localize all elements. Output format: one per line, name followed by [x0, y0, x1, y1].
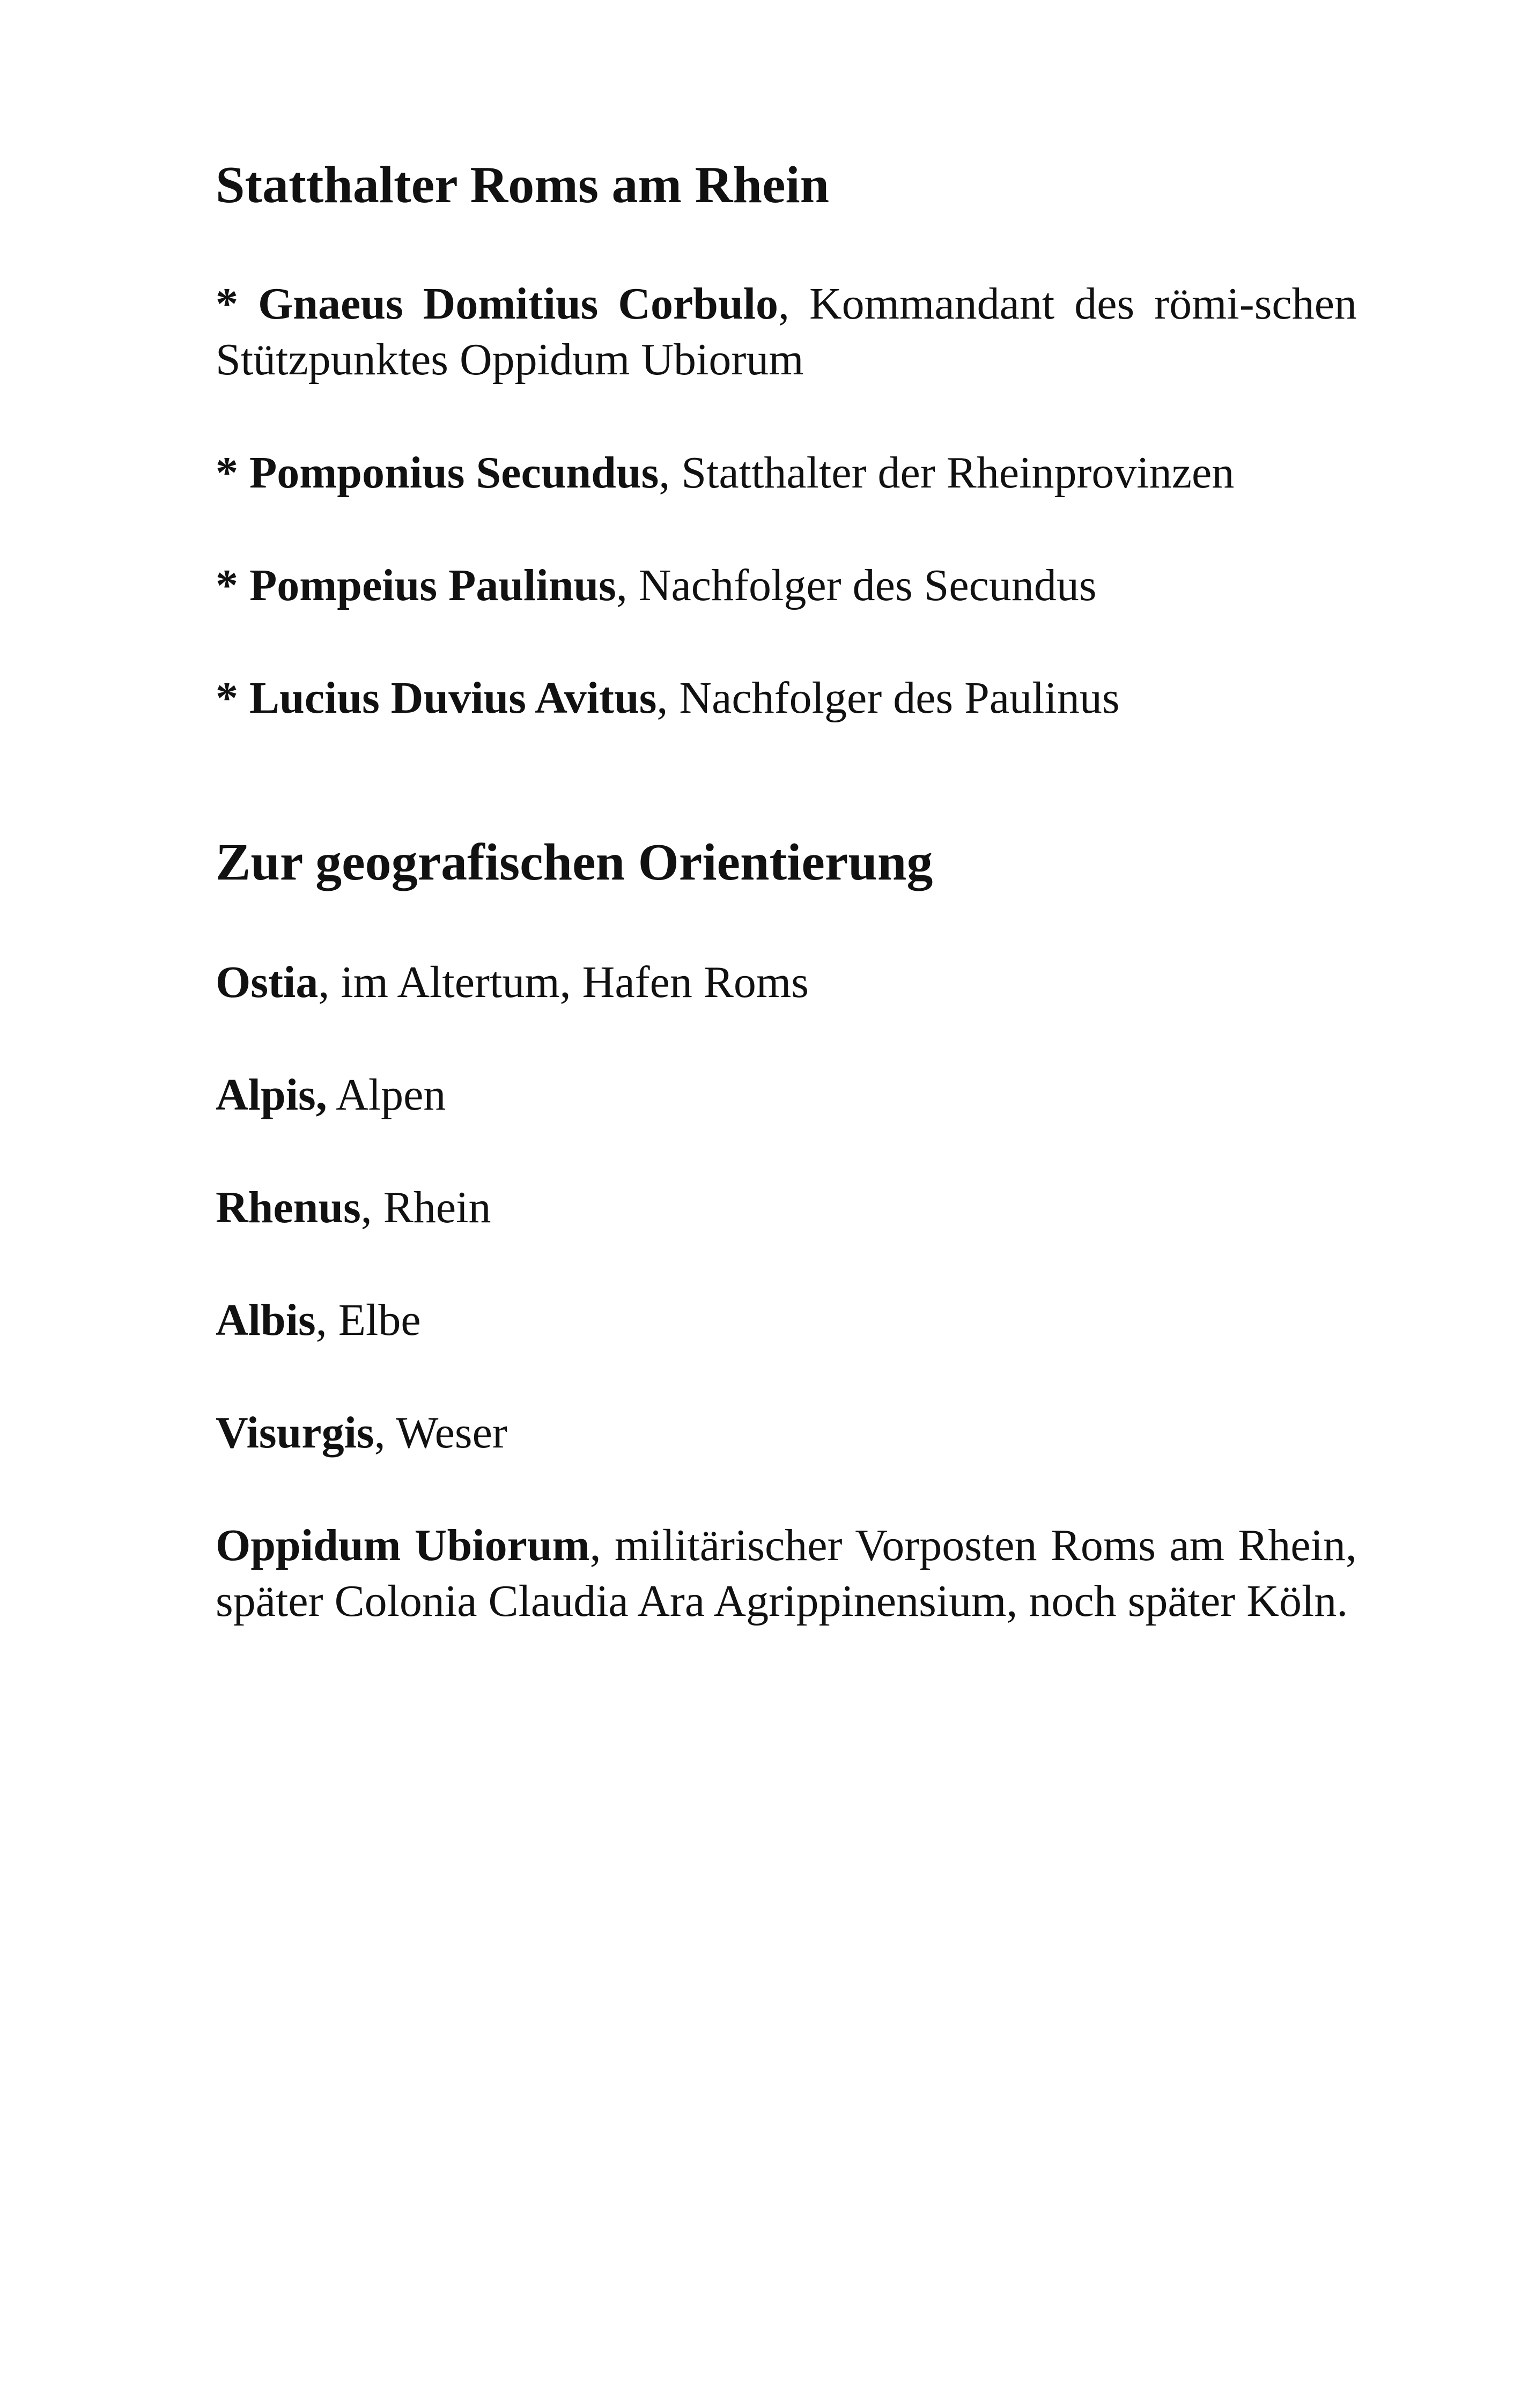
entry-separator: , — [656, 673, 668, 723]
entry-description: militärischer Vorposten Roms am Rhein, später Colonia Claudia Ara Agrippinensium, noch später Köln. — [216, 1520, 1357, 1626]
entry-albis — [216, 1292, 1357, 1348]
entry-term: Visurgis — [216, 1408, 374, 1458]
entry-separator: , — [778, 279, 790, 329]
entry-corbulo — [216, 276, 1357, 388]
entry-description: Nachfolger des Secundus — [627, 560, 1097, 610]
entry-term: Alpis, — [216, 1070, 327, 1120]
section-heading-governors: Statthalter Roms am Rhein — [216, 156, 830, 214]
entry-separator: , — [659, 448, 670, 498]
entry-term: * Gnaeus Domitius Corbulo — [216, 279, 779, 329]
entry-oppidum-ubiorum — [216, 1518, 1357, 1629]
entry-rhenus — [216, 1180, 1357, 1236]
entry-description: Rhein — [372, 1183, 491, 1232]
entry-pomponius — [216, 445, 1357, 501]
entry-separator: , — [360, 1183, 372, 1232]
entry-visurgis — [216, 1405, 1357, 1461]
entry-term: Ostia — [216, 957, 319, 1007]
entry-separator: , — [315, 1295, 327, 1345]
entry-term: * Lucius Duvius Avitus — [216, 673, 657, 723]
entry-term: * Pompeius Paulinus — [216, 560, 616, 610]
entry-alpis — [216, 1067, 1357, 1123]
entry-description: Weser — [385, 1408, 507, 1458]
entry-term: Albis — [216, 1295, 316, 1345]
entry-pompeius — [216, 558, 1357, 614]
entry-description: Kommandant des römi-schen Stützpunktes Oppidum Ubiorum — [216, 279, 1357, 385]
entry-description: im Altertum, Hafen Roms — [329, 957, 809, 1007]
entry-description: Elbe — [327, 1295, 421, 1345]
entry-term: Oppidum Ubiorum — [216, 1520, 590, 1570]
entry-separator: , — [616, 560, 627, 610]
entry-term: * Pomponius Secundus — [216, 448, 659, 498]
entry-term: Rhenus — [216, 1183, 361, 1232]
entry-description: Statthalter der Rheinprovinzen — [670, 448, 1235, 498]
entry-lucius — [216, 670, 1357, 726]
section-heading-geography: Zur geografischen Orientierung — [216, 833, 933, 891]
entry-separator: , — [589, 1520, 601, 1570]
entry-separator: , — [318, 957, 330, 1007]
entry-separator: , — [374, 1408, 386, 1458]
entry-description: Alpen — [327, 1070, 446, 1120]
entry-ostia — [216, 955, 1357, 1010]
entry-description: Nachfolger des Paulinus — [668, 673, 1120, 723]
